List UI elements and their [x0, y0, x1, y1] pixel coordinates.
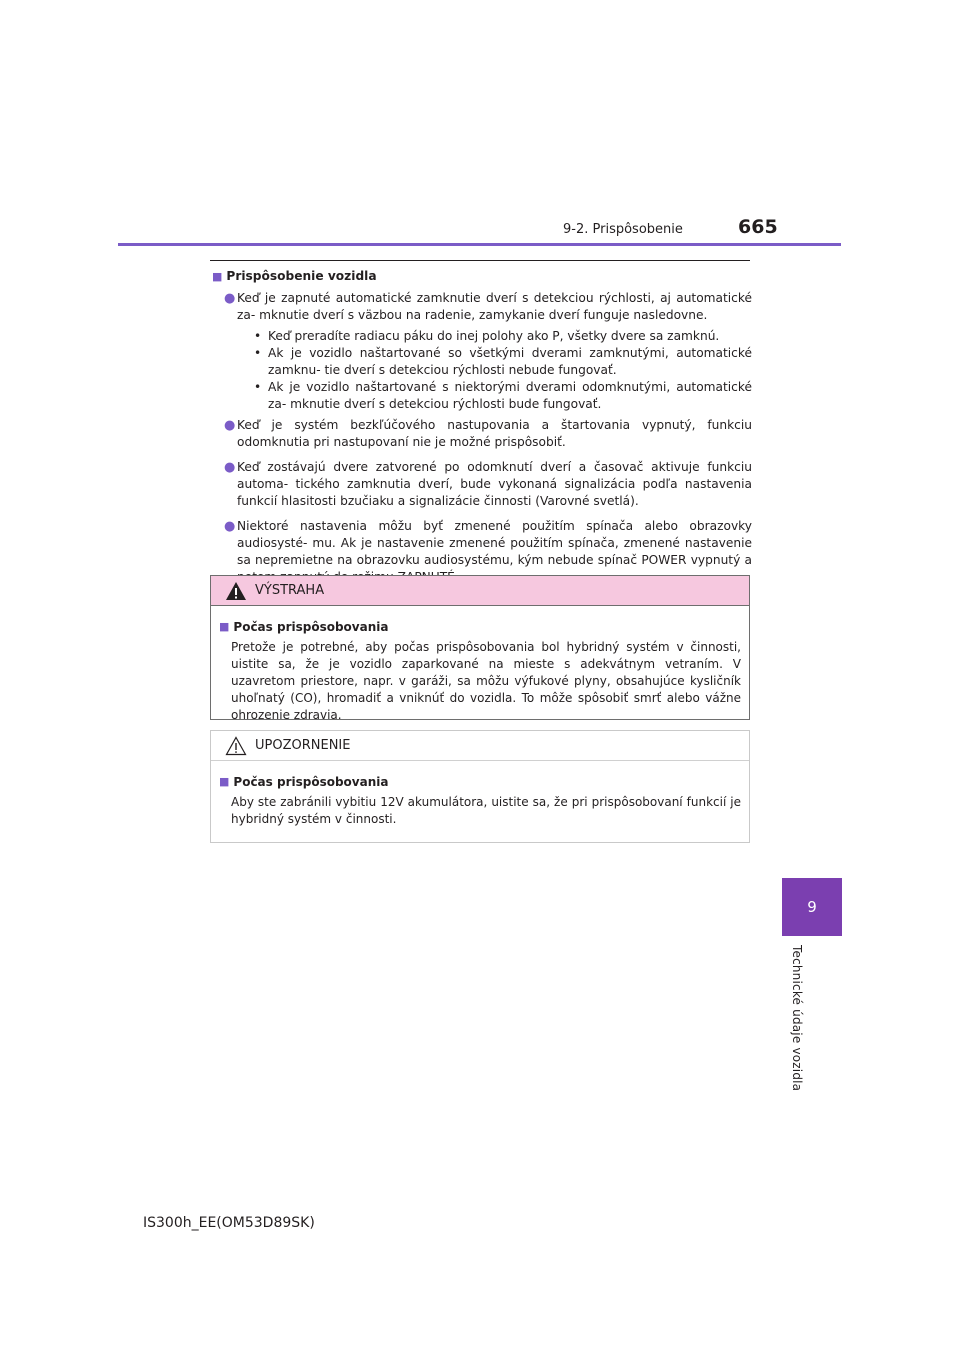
- section-heading-text: Prispôsobenie vozidla: [226, 269, 377, 283]
- list-item-text: Niektoré nastavenia môžu byť zmenené použitím spínača alebo obrazovky audiosysté- mu. Ak je nastavenie zmenené použitím spínača, zmenené nastavenie sa nepremietne na obrazovku audiosystému, kým nebude spínač POWER vypnutý a: [237, 519, 752, 567]
- chapter-number: 9: [807, 898, 817, 916]
- warning-triangle-icon: [225, 581, 247, 601]
- sub-list-item: [254, 379, 752, 413]
- circle-bullet-icon: ●: [224, 460, 236, 475]
- chapter-tab[interactable]: [782, 878, 842, 936]
- warning-text: Pretože je potrebné, aby počas prispôsobovania bol hybridný systém v činnosti, uistite sa, že je vozidlo zaparkované na mieste s adekvátnym vetraním. V uzavretom priestore, napr. v garáži, sa môžu výfukové plyny, obsahujúce kysličník uhoľnatý (CO), hromadiť a vniknúť do vozidla. To môže spôsobiť smrť alebo vážne ohrozenie zdravia.: [231, 640, 741, 722]
- section-heading: [212, 268, 752, 286]
- circle-bullet-icon: ●: [224, 418, 236, 433]
- warning-box: [210, 575, 750, 720]
- list-item-text: Keď zostávajú dvere zatvorené po odomknutí dverí a časovač aktivuje funkciu automa- tického zamknutia dverí, bude vykonaná signalizácia podľa nastavenia funkcií hlasitosti bzučiaku a signalizácie činnosti (Varovné svetlá).: [237, 460, 752, 508]
- warning-subheading-text: Počas prispôsobovania: [233, 619, 389, 634]
- sub-list-item-text: Keď preradíte radiacu páku do inej polohy ako P, všetky dvere sa zamknú.: [268, 329, 720, 343]
- list-item: [224, 459, 752, 510]
- sub-list-item-text: Ak je vozidlo naštartované s niektorými dverami odomknutými, automatické za- mknutie dverí s detekciou rýchlosti bude fungovať.: [268, 380, 752, 411]
- caution-subheading-text: Počas prispôsobovania: [233, 774, 389, 789]
- dot-bullet-icon: •: [254, 346, 262, 360]
- list-item-text: Keď je zapnuté automatické zamknutie dverí s detekciou rýchlosti, aj automatické za- mknutie dverí s väzbou na radenie, zamykanie dverí funguje nasledovne.: [237, 291, 752, 322]
- square-bullet-icon: ■: [219, 620, 230, 633]
- warning-subheading: [219, 618, 741, 636]
- circle-bullet-icon: ●: [224, 519, 236, 534]
- caution-text: Aby ste zabránili vybitiu 12V akumulátora, uistite sa, že pri prispôsobovaní funkcií je hybridný systém v činnosti.: [231, 795, 741, 826]
- document-code: IS300h_EE(OM53D89SK): [143, 1215, 315, 1231]
- caution-triangle-icon: [225, 736, 247, 756]
- caution-header: [211, 731, 749, 761]
- warning-title: VÝSTRAHA: [255, 583, 325, 598]
- list-item: [224, 290, 752, 324]
- circle-bullet-icon: ●: [224, 291, 236, 306]
- caution-title: UPOZORNENIE: [255, 738, 351, 753]
- main-content: [212, 268, 752, 590]
- chapter-title: Technické údaje vozidla: [790, 945, 804, 1092]
- caution-box: [210, 730, 750, 843]
- section-title: 9-2. Prispôsobenie: [563, 222, 683, 237]
- list-item: [224, 417, 752, 451]
- dot-bullet-icon: •: [254, 380, 262, 394]
- caution-subheading: [219, 773, 741, 791]
- page-number: 665: [738, 216, 778, 238]
- square-bullet-icon: ■: [219, 775, 230, 788]
- warning-header: [211, 576, 749, 606]
- sub-list-item: [254, 345, 752, 379]
- square-bullet-icon: ■: [212, 270, 223, 283]
- header-divider: [118, 243, 841, 246]
- content-divider: [210, 260, 750, 261]
- list-item-text: Keď je systém bezkľúčového nastupovania a štartovania vypnutý, funkciu odomknutia pri nastupovaní nie je možné prispôsobiť.: [237, 418, 752, 449]
- sub-list-item-text: Ak je vozidlo naštartované so všetkými dverami zamknutými, automatické zamknu- tie dverí s detekciou rýchlosti nebude fungovať.: [268, 346, 752, 377]
- dot-bullet-icon: •: [254, 329, 262, 343]
- sub-list-item: [254, 328, 752, 345]
